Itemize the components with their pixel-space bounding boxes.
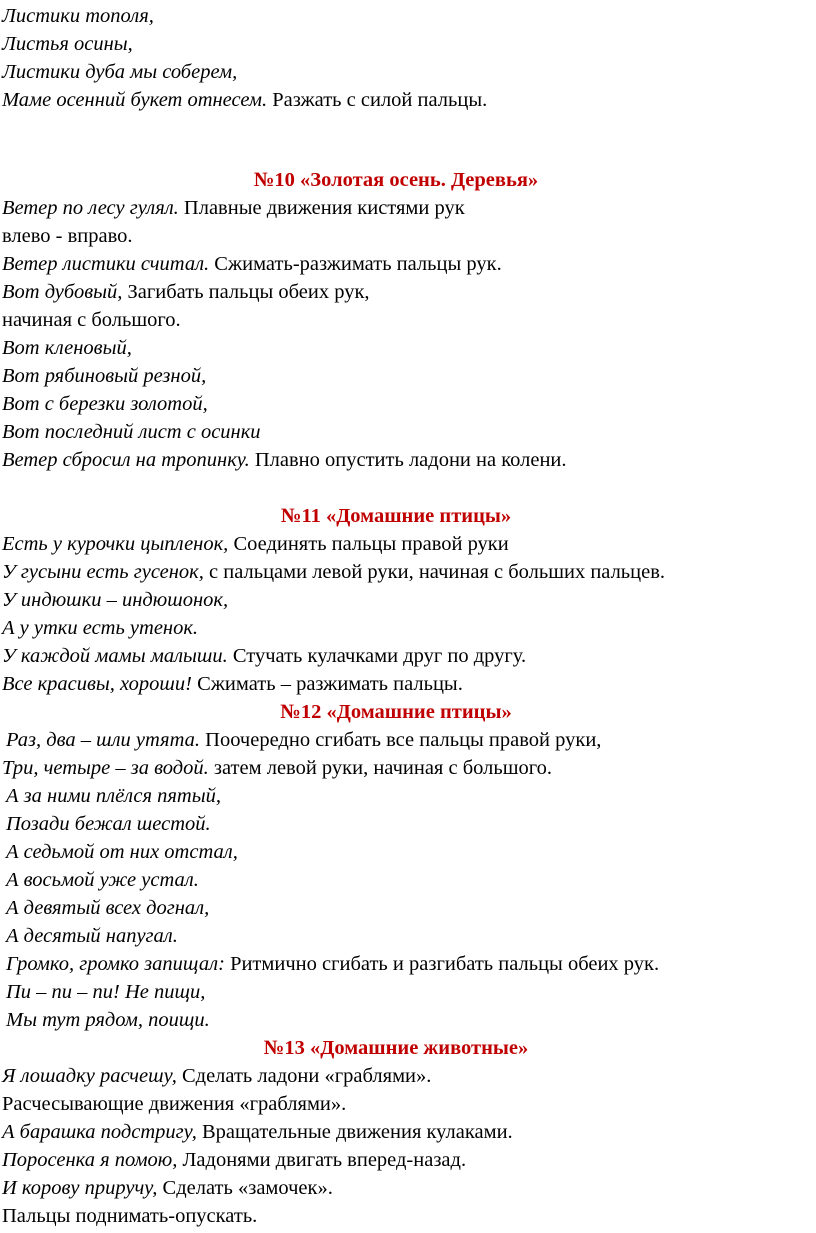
text-line: Пальцы поднимать-опускать. [2,1205,258,1227]
text-line: Листики дуба мы соберем, [2,61,238,83]
text-line: У каждой мамы малыши. Стучать кулачками друг по другу. [2,645,527,667]
text-line: А девятый всех догнал, [6,897,210,919]
text-line: А десятый напугал. [6,925,178,947]
text-line: У индюшки – индюшонок, [2,589,229,611]
text-line: Я лошадку расчешу, Сделать ладони «граблями». [2,1065,432,1087]
text-line: влево - вправо. [2,225,133,247]
text-line: Раз, два – шли утята. Поочередно сгибать все пальцы правой руки, [6,729,602,751]
text-line: Вот с березки золотой, [2,393,208,415]
text-line: И корову приручу, Сделать «замочек». [2,1177,333,1199]
text-line: Есть у курочки цыпленок, Соединять пальцы правой руки [2,533,509,555]
text-line: Ветер листики считал. Сжимать-разжимать пальцы рук. [2,253,502,275]
text-line: А седьмой от них отстал, [6,841,238,863]
text-line: Все красивы, хороши! Сжимать – разжимать пальцы. [2,673,463,695]
text-line: Листья осины, [2,33,133,55]
text-line: А за ними плёлся пятый, [6,785,221,807]
section-10-title: №10 «Золотая осень. Деревья» [253,169,539,191]
section-11-title: №11 «Домашние птицы» [280,505,512,527]
text-line: Три, четыре – за водой. затем левой руки, начиная с большого. [2,757,553,779]
text-line: Громко, громко запищал: Ритмично сгибать и разгибать пальцы обеих рук. [6,953,660,975]
text-line: Позади бежал шестой. [6,813,211,835]
text-line: Расчесывающие движения «граблями». [2,1093,347,1115]
text-line: Вот рябиновый резной, [2,365,207,387]
text-line: Вот дубовый, Загибать пальцы обеих рук, [2,281,370,303]
text-line: начиная с большого. [2,309,181,331]
text-line: Вот кленовый, [2,337,132,359]
text-line: Ветер по лесу гулял. Плавные движения кистями рук [2,197,465,219]
text-line: Листики тополя, [2,5,154,27]
text-line: А барашка подстригу, Вращательные движения кулаками. [2,1121,513,1143]
text-line: А восьмой уже устал. [6,869,199,891]
text-line: Поросенка я помою, Ладонями двигать вперед-назад. [2,1149,467,1171]
text-line: Пи – пи – пи! Не пищи, [6,981,206,1003]
text-line: Мы тут рядом, поищи. [6,1009,210,1031]
section-12-title: №12 «Домашние птицы» [280,701,512,723]
text-line: А у утки есть утенок. [2,617,199,639]
text-line: Вот последний лист с осинки [2,421,261,443]
section-13-title: №13 «Домашние животные» [263,1037,529,1059]
text-line: У гусыни есть гусенок, с пальцами левой руки, начиная с больших пальцев. [2,561,666,583]
text-line: Маме осенний букет отнесем. Разжать с силой пальцы. [2,89,488,111]
text-line: Ветер сбросил на тропинку. Плавно опустить ладони на колени. [2,449,567,471]
